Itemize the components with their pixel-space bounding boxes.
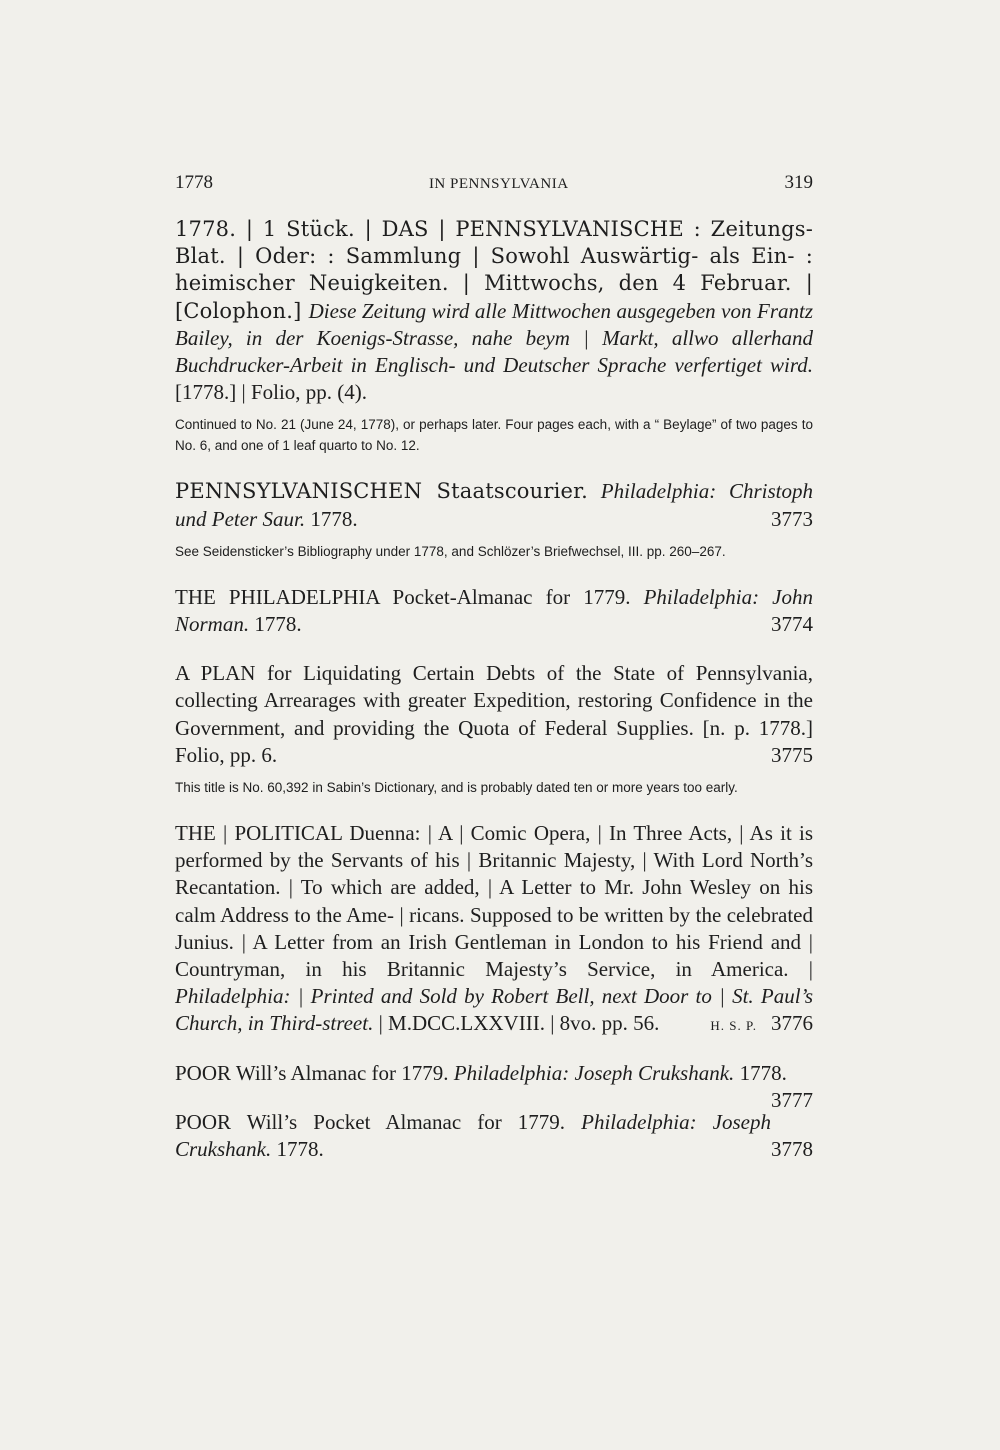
- entry-zeitungs-blat: [175, 216, 813, 456]
- entry-text: [175, 584, 813, 638]
- entry-title: THE PHILADELPHIA Pocket-Almanac for 1779.: [175, 584, 644, 609]
- page-number: 319: [784, 172, 813, 193]
- entry-date: 1778.: [271, 1137, 324, 1162]
- entry-note: See Seidensticker’s Bibliography under 1778, and Schlözer’s Briefwechsel, III. pp. 260–267.: [175, 543, 726, 559]
- entry-date: 1778.: [249, 612, 302, 637]
- entry-3775: [175, 660, 813, 798]
- entry-date: 1778.: [734, 1060, 787, 1085]
- entry-number: 3774: [771, 612, 813, 637]
- header-year: 1778: [175, 172, 213, 193]
- entry-text: [175, 478, 813, 532]
- entry-number-group: [710, 1010, 813, 1039]
- entry-text: [175, 660, 813, 769]
- library-location: H. S. P.: [710, 1018, 757, 1034]
- entry-date: 1778.: [305, 506, 358, 531]
- entry-title: PENNSYLVANISCHEN Staatscourier.: [175, 479, 588, 504]
- entry-number: 3773: [771, 506, 813, 531]
- entry-number: 3777: [771, 1087, 813, 1112]
- entry-title: THE | POLITICAL Duenna: | A | Comic Opera, | In Three Acts, | As it is performed by the Servants of his | Britannic Majesty, | With Lord North’s Recantation. | To which are added, | A Letter to Mr. John Wesley on his calm Address to the Ame- | ricans. Supposed to be written by the celebrated Junius. | A Letter from an Irish Gentleman in London to his Friend and | Countryman, in his Britannic Majesty’s Service, in America. |: [175, 821, 813, 982]
- entry-note: This title is No. 60,392 in Sabin’s Dictionary, and is probably dated ten or more years too early.: [175, 780, 738, 796]
- entry-imprint: Philadelphia: Christoph und Peter Saur.: [175, 479, 814, 531]
- entry-note: Continued to No. 21 (June 24, 1778), or perhaps later. Four pages each, with a “ Beylage” of two pages to No. 6, and one of 1 leaf quarto to No. 12.: [175, 417, 813, 454]
- entry-title: POOR Will’s Pocket Almanac for 1779.: [175, 1109, 582, 1134]
- entry-3773: [175, 478, 813, 561]
- header-title: IN PENNSYLVANIA: [428, 176, 569, 192]
- entry-number: 3775: [771, 742, 813, 767]
- running-head: [175, 172, 813, 194]
- entry-text: [175, 1060, 813, 1112]
- entry-title: A PLAN for Liquidating Certain Debts of the State of Pennsylvania, collecting Arrearages with greater Expedition, restoring Confidence in the Government, and providing the Quota of Federal Supplies. [n. p. 1778.] Folio, pp. 6.: [175, 661, 813, 767]
- entry-title: POOR Will’s Almanac for 1779.: [175, 1060, 454, 1085]
- entry-3774: [175, 584, 813, 638]
- entry-title: 1778. | 1 Stück. | DAS | PENNSYLVANISCHE : Zeitungs-Blat. | Oder: : Sammlung | Sowohl Auswärtig- als Ein- : heimischer Neuigkeiten. | Mittwochs, den 4 Februar. | [Colophon.]: [175, 217, 813, 323]
- entry-text: [175, 820, 813, 1038]
- entry-imprint: [1778.] | Folio, pp. (4).: [175, 380, 368, 405]
- entry-imprint: Philadelphia: | Printed and Sold by Robert Bell, next Door to | St. Paul’s Church, in Third-street.: [175, 984, 813, 1036]
- entry-number: 3776: [771, 1011, 813, 1036]
- entry-imprint: Philadelphia: Joseph Crukshank.: [175, 1109, 771, 1162]
- entry-number: 3778: [771, 1137, 813, 1162]
- page: [175, 172, 813, 1185]
- entry-text: [175, 216, 813, 406]
- entry-3778: [175, 1109, 813, 1163]
- entry-3777: [175, 1060, 813, 1112]
- entry-colophon: Diese Zeitung wird alle Mittwochen ausgegeben von Frantz Bailey, in der Koenigs-Strasse, nahe beym | Markt, allwo allerhand Buchdrucker-Arbeit in Englisch- und Deutscher Sprache verfertiget wird.: [175, 298, 813, 378]
- entry-imprint: Philadelphia: John Norman.: [175, 584, 813, 637]
- entry-3776: [175, 820, 813, 1038]
- entry-imprint: Philadelphia: Joseph Crukshank.: [453, 1060, 735, 1085]
- entry-text: [175, 1109, 813, 1163]
- entry-date: | M.DCC.LXXVIII. | 8vo. pp. 56.: [373, 1011, 660, 1036]
